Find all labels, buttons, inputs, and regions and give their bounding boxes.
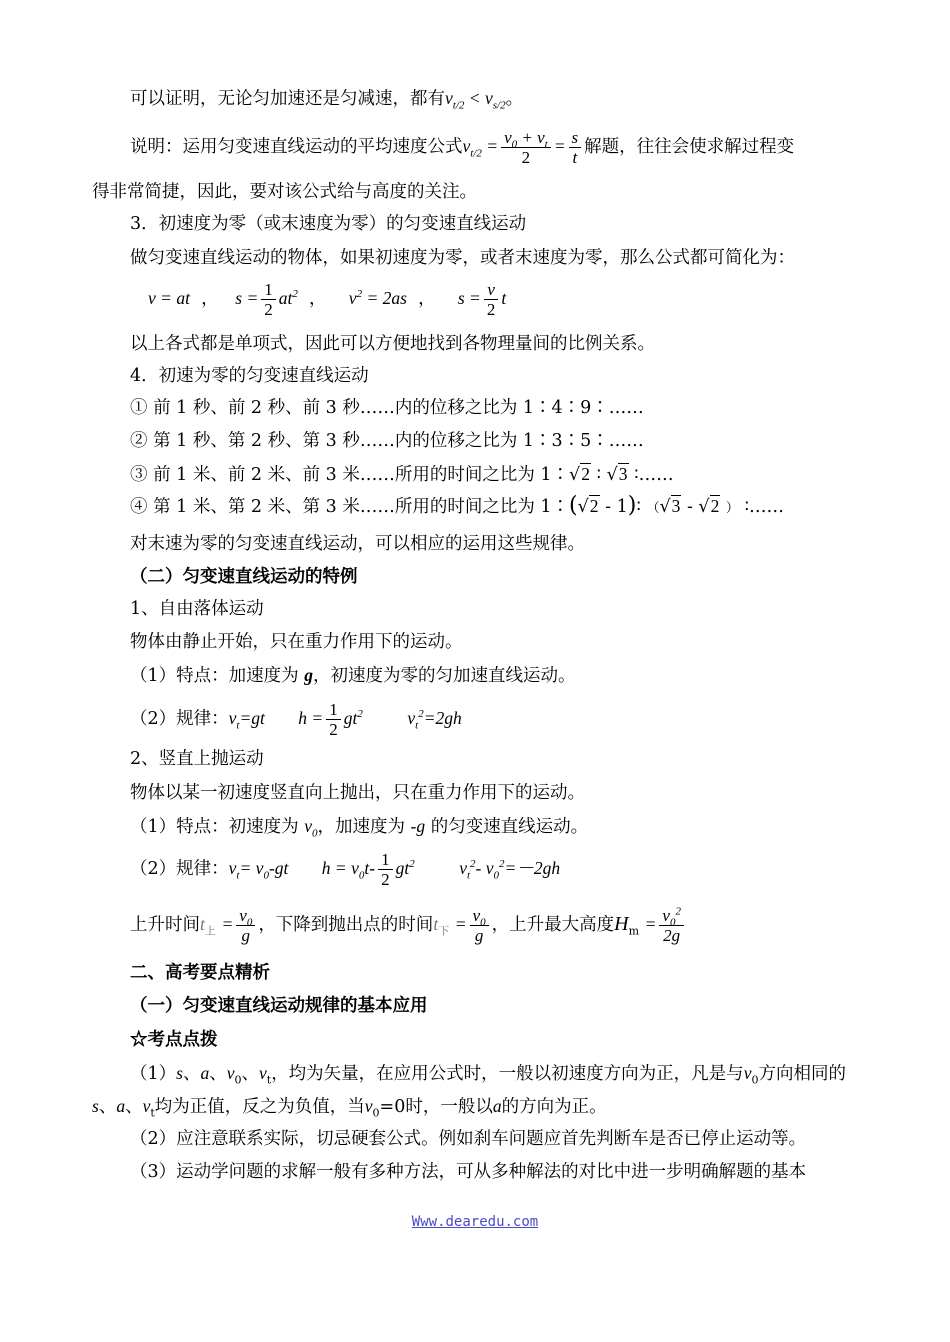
line-average-velocity: 说明：运用匀变速直线运动的平均速度公式$v_{t/2}$ = $\frac{v_0 + v_t}{2}$ = $\frac{s}{t}$ 解题，往往会使求解过程变 (130, 128, 795, 167)
line-reverse-note: 对末速为零的匀变速直线运动，可以相应的运用这些规律。 (130, 534, 585, 554)
line-free-fall-rules: （2）规律：$v_t=gt$ h = $\frac{1}{2}$ $gt^2$ $v_t^2=2gh$ (130, 700, 462, 739)
point-1-line-1: （1）s、a、$v_0$、$v_t$，均为矢量，在应用公式时，一般以初速度方向为正，凡是与$v_0$方向相同的 (130, 1063, 846, 1087)
line-conclusion: 得非常简捷，因此，要对该公式给与高度的关注。 (92, 182, 477, 202)
line-proof: 可以证明，无论匀加速还是匀减速，都有$v_{t/2} < v_{s/2}$。 (130, 88, 524, 112)
point-1-line-2: s、a、$v_t$均为正值，反之为负值，当$v_0=0$时，一般以a的方向为正。 (92, 1096, 607, 1120)
heading-exam-analysis: 二、高考要点精析 (130, 963, 270, 983)
line-simplified-formulas: 做匀变速直线运动的物体，如果初速度为零，或者末速度为零，那么公式都可简化为： (130, 248, 795, 268)
point-3: （3）运动学问题的求解一般有多种方法，可从多种解法的对比中进一步明确解题的基本 (130, 1162, 807, 1182)
fraction-s-over-t: $\frac{s}{t}$ (569, 128, 582, 167)
point-2: （2）应注意联系实际，切忌硬套公式。例如刹车问题应首先判断车是否已停止运动等。 (130, 1129, 807, 1149)
footer-link[interactable]: Www.dearedu.com (411, 1214, 539, 1230)
ratio-item-2: ② 第 1 秒、第 2 秒、第 3 秒……内的位移之比为 1∶3∶5∶…… (130, 431, 644, 451)
math-inequality: $v_{t/2} < v_{s/2}$ (445, 88, 506, 112)
heading-ratios: 4．初速为零的匀变速直线运动 (130, 366, 369, 386)
heading-zero-initial-velocity: 3．初速度为零（或末速度为零）的匀变速直线运动 (130, 214, 527, 234)
line-monomial-note: 以上各式都是单项式，因此可以方便地找到各物理量间的比例关系。 (130, 334, 655, 354)
ratio-item-3: ③ 前 1 米、前 2 米、前 3 米……所用的时间之比为 1∶√2 ∶ √3 ∶…… (130, 464, 674, 485)
line-free-fall-feature: （1）特点：加速度为 g，初速度为零的匀加速直线运动。 (130, 665, 576, 686)
heading-vertical-throw: 2、竖直上抛运动 (130, 749, 264, 769)
heading-free-fall: 1、自由落体运动 (130, 599, 264, 619)
heading-key-points: ☆考点点拨 (130, 1030, 218, 1050)
line-rise-time: 上升时间$t_上$ = $\frac{v_0}{g}$ ，下降到抛出点的时间$t_下$ = $\frac{v_0}{g}$ ，上升最大高度$H_m$ = $\frac{v_0^2}{2g}$ (130, 906, 687, 945)
line-vertical-throw-definition: 物体以某一初速度竖直向上抛出，只在重力作用下的运动。 (130, 783, 585, 803)
line-vertical-throw-rules: （2）规律：$v_t= v_0-gt$ $h = v_0t-$ $\frac{1}{2}$ $gt^2$ $v_t^2-$ $v_0^2=-2gh$ (130, 850, 561, 889)
ratio-item-4: ④ 第 1 米、第 2 米、第 3 米……所用的时间之比为 1∶(√2 - 1)∶ （√3 - √2 ） ∶…… (130, 493, 785, 518)
line-free-fall-definition: 物体由静止开始，只在重力作用下的运动。 (130, 632, 463, 652)
formula-row-simplified: v = at ， s = $\frac{1}{2}$ $at^2$ ， $v^2 = 2as$ ， s = $\frac{v}{2}$ t (148, 280, 507, 319)
heading-special-cases: （二）匀变速直线运动的特例 (130, 567, 358, 587)
line-vertical-throw-feature: （1）特点：初速度为 $v_0$，加速度为 -g 的匀变速直线运动。 (130, 816, 589, 840)
heading-basic-application: （一）匀变速直线运动规律的基本应用 (130, 996, 428, 1016)
ratio-item-1: ① 前 1 秒、前 2 秒、前 3 秒……内的位移之比为 1∶4∶9∶…… (130, 398, 644, 418)
fraction-v0-plus-vt-over-2: $\frac{v_0 + v_t}{2}$ (501, 128, 551, 167)
